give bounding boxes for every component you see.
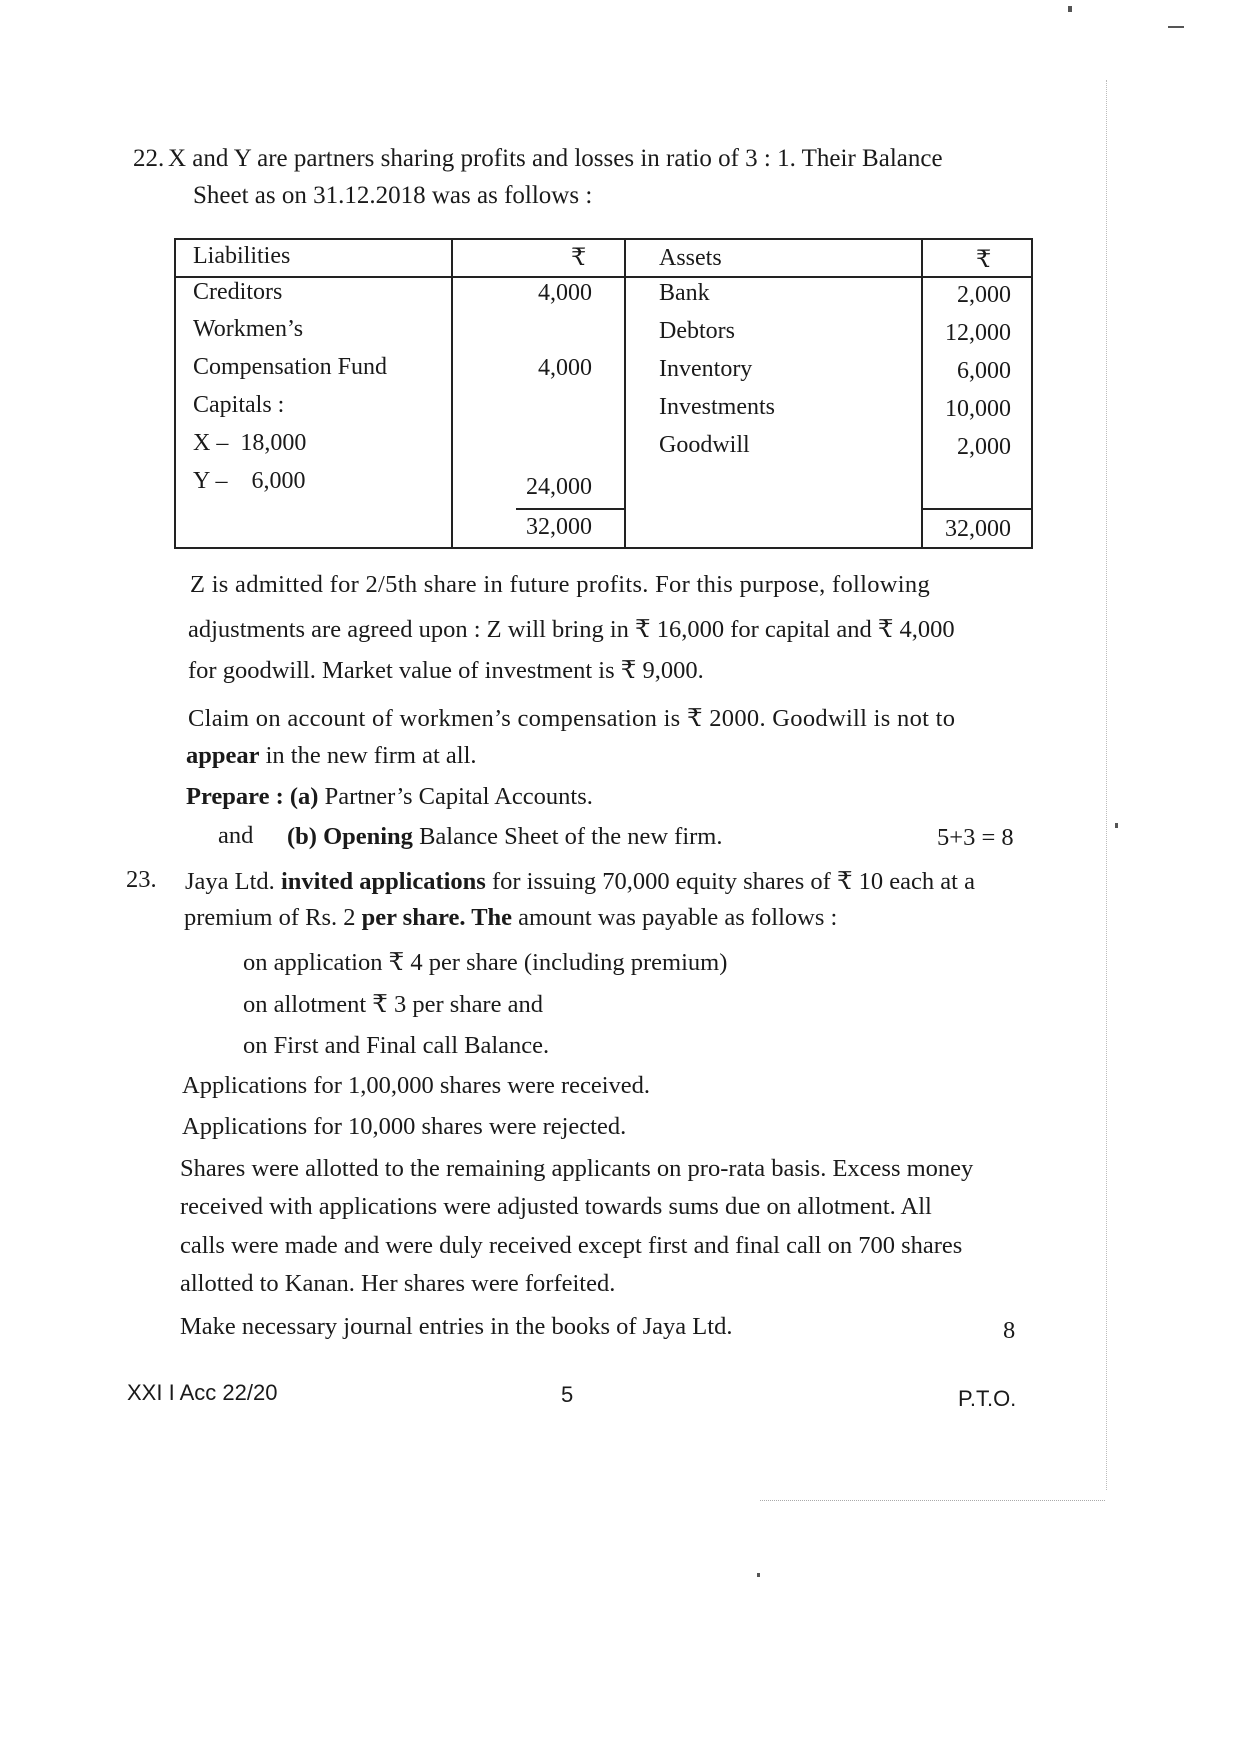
total-liabilities: 32,000 [526,514,592,540]
q23-para-line4: allotted to Kanan. Her shares were forfeited. [180,1270,616,1297]
scan-edge-line [760,1500,1105,1501]
q22-part-b: (b) Opening Balance Sheet of the new firm. [287,823,723,850]
question-23-number: 23. [126,866,157,893]
scan-edge-line [1106,80,1107,1490]
q23-apps-rejected: Applications for 10,000 shares were rejected. [182,1113,627,1140]
liability-label: X – 18,000 [193,430,307,456]
liability-label: Compensation Fund [193,354,388,380]
asset-label: Bank [659,280,710,306]
asset-amount: 6,000 [957,358,1011,384]
q23-line1: Jaya Ltd. invited applications for issuing 70,000 equity shares of ₹ 10 each at a [185,868,975,895]
balance-sheet-table [174,238,1033,549]
total-assets: 32,000 [945,516,1011,542]
q23-item-final-call: on First and Final call Balance. [243,1032,550,1059]
liability-label: Workmen’s [193,316,304,342]
q22-para1-line3: for goodwill. Market value of investment is ₹ 9,000. [188,657,704,684]
question-22-line-2: Sheet as on 31.12.2018 was as follows : [193,182,593,209]
q23-para-line2: received with applications were adjusted towards sums due on allotment. All [180,1193,932,1220]
q22-para2-line2: appear in the new firm at all. [186,742,477,769]
q23-line2: premium of Rs. 2 per share. The amount was payable as follows : [184,904,838,931]
liability-amount: 24,000 [526,474,592,500]
asset-label: Inventory [659,356,753,382]
header-liabilities: Liabilities [193,243,291,269]
footer-page-number: 5 [561,1382,574,1407]
header-assets: Assets [659,245,722,271]
liability-label: Y – 6,000 [193,468,306,494]
q23-para-line1: Shares were allotted to the remaining applicants on pro-rata basis. Excess money [180,1155,974,1182]
q23-para-line3: calls were made and were duly received except first and final call on 700 shares [180,1232,963,1259]
asset-amount: 2,000 [957,282,1011,308]
scan-mark [1168,26,1184,28]
asset-amount: 12,000 [945,320,1011,346]
q23-apps-received: Applications for 1,00,000 shares were received. [182,1072,651,1099]
header-rupee-right: ₹ [976,247,992,273]
liability-label: Creditors [193,279,283,305]
q22-para1-line2: adjustments are agreed upon : Z will bring in ₹ 16,000 for capital and ₹ 4,000 [188,616,955,643]
liability-amount: 4,000 [538,280,592,306]
footer-pto: P.T.O. [958,1386,1017,1411]
liability-amount: 4,000 [538,355,592,381]
asset-amount: 2,000 [957,434,1011,460]
q22-prepare-line: Prepare : (a) Partner’s Capital Accounts. [186,783,593,810]
scan-mark [757,1573,760,1577]
q23-marks: 8 [1003,1317,1016,1344]
q22-and: and [218,822,254,849]
asset-label: Goodwill [659,432,750,458]
asset-label: Investments [659,394,775,420]
asset-amount: 10,000 [945,396,1011,422]
liability-label: Capitals : [193,392,285,418]
q22-para2-line1: Claim on account of workmen’s compensation is ₹ 2000. Goodwill is not to [188,705,956,732]
scan-mark [1068,6,1072,12]
scan-mark [1115,823,1118,828]
question-22-number: 22. [133,145,165,172]
q23-item-allotment: on allotment ₹ 3 per share and [243,991,543,1018]
asset-label: Debtors [659,318,735,344]
q22-para1-line1: Z is admitted for 2/5th share in future profits. For this purpose, following [190,571,930,598]
question-22-line-1: X and Y are partners sharing profits and losses in ratio of 3 : 1. Their Balance [168,145,943,172]
header-rupee-left: ₹ [571,245,587,271]
q23-last-line: Make necessary journal entries in the books of Jaya Ltd. [180,1313,733,1340]
q23-item-application: on application ₹ 4 per share (including premium) [243,949,728,976]
footer-paper-code: XXI I Acc 22/20 [127,1380,278,1405]
q22-marks: 5+3 = 8 [937,824,1014,851]
